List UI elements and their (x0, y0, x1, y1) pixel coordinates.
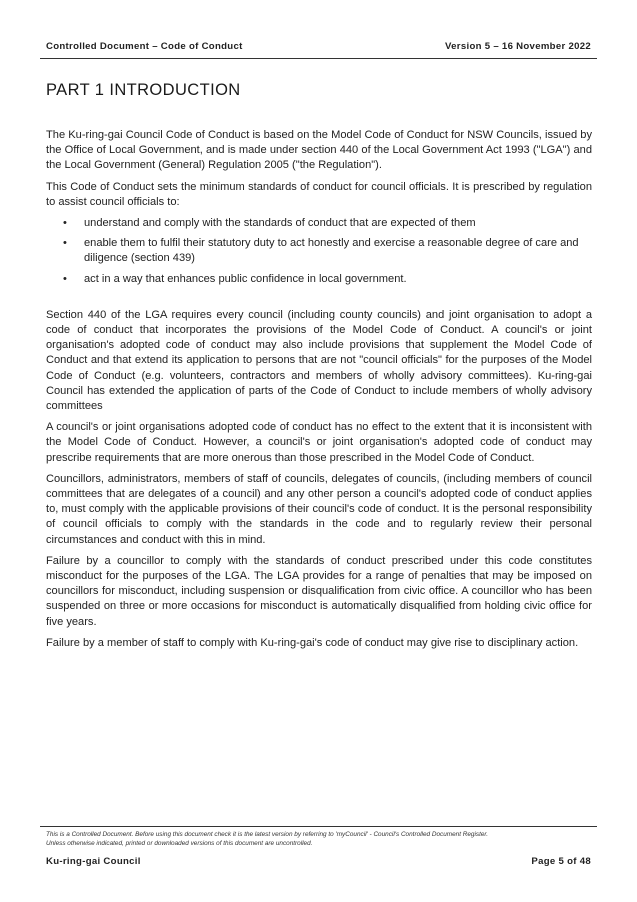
disclaimer-line: This is a Controlled Document. Before using this document check it is the latest version by referring to 'myCouncil' - Council's Controlled Document Register. (46, 831, 489, 838)
controlled-document-disclaimer (46, 830, 592, 848)
paragraph: Failure by a member of staff to comply with Ku-ring-gai's code of conduct may give rise to disciplinary action. (46, 636, 579, 649)
list-item (46, 236, 592, 266)
list-item-text: enable them to fulfil their statutory duty to act honestly and exercise a reasonable degree of care and diligence (section 439) (84, 237, 579, 265)
paragraph: The Ku-ring-gai Council Code of Conduct is based on the Model Code of Conduct for NSW Councils, issued by the Office of Local Government, and is made under section 440 of the Local Government Act 1993 ("LGA") and the Local Government (General) Regulation 2005 ("the Regulation"). (46, 129, 592, 172)
list-item (46, 216, 592, 231)
paragraph: A council's or joint organisations adopted code of conduct has no effect to the extent that it is inconsistent with the Model Code of Conduct. However, a council's or joint organisation's adopted code of conduct may prescribe requirements that are more onerous than those prescribed in the Model Code of Conduct. (46, 421, 592, 464)
body-content (46, 128, 592, 657)
list-item (46, 272, 592, 287)
disclaimer-line: Unless otherwise indicated, printed or downloaded versions of this document are uncontrolled. (46, 840, 313, 847)
section-title: PART 1 INTRODUCTION (46, 81, 241, 99)
paragraph: Councillors, administrators, members of staff of councils, delegates of councils, (including members of council committees that are delegates of a council) and any other person a council's adopted code of conduct applies to, must comply with the applicable provisions of their council's code of conduct. It is the personal responsibility of council officials to comply with the standards in the code and to regularly review their personal circumstances and conduct with this in mind. (46, 472, 592, 546)
page-header (46, 41, 591, 52)
bullet-icon: • (63, 237, 67, 250)
footer-divider (40, 826, 597, 827)
list-item-text: act in a way that enhances public confidence in local government. (84, 272, 407, 285)
list-item-text: understand and comply with the standards of conduct that are expected of them (84, 217, 476, 230)
paragraph: Section 440 of the LGA requires every council (including county councils) and joint organisation to adopt a code of conduct that incorporates the provisions of the Model Code of Conduct. A council's or joint organisation's adopted code of conduct may also include provisions that supplement the Model Code of Conduct and that extend its application to persons that are not "council officials" for the purposes of the Model Code of Conduct (e.g. volunteers, contractors and members of wholly advisory committees). Ku-ring-gai Council has extended the application of parts of the Code of Conduct to include members of wholly advisory committees (46, 308, 592, 413)
header-divider (40, 58, 597, 59)
page-number: Page 5 of 48 (531, 856, 591, 867)
spacer (46, 293, 592, 308)
bullet-icon: • (63, 272, 67, 285)
bullet-icon: • (63, 217, 67, 230)
version-header: Version 5 – 16 November 2022 (445, 41, 591, 52)
bullet-list (46, 216, 592, 287)
organisation-name: Ku-ring-gai Council (46, 856, 141, 867)
paragraph: Failure by a councillor to comply with the standards of conduct prescribed under this code constitutes misconduct for the purposes of the LGA. The LGA provides for a range of penalties that may be imposed on councillors for misconduct, including suspension or disqualification from civic office. A councillor who has been suspended on three or more occasions for misconduct is automatically disqualified from holding civic office for five years. (46, 554, 592, 628)
document-title-header: Controlled Document – Code of Conduct (46, 41, 243, 52)
page-footer (46, 856, 591, 867)
paragraph: This Code of Conduct sets the minimum standards of conduct for council officials. It is prescribed by regulation to assist council officials to: (46, 180, 592, 208)
